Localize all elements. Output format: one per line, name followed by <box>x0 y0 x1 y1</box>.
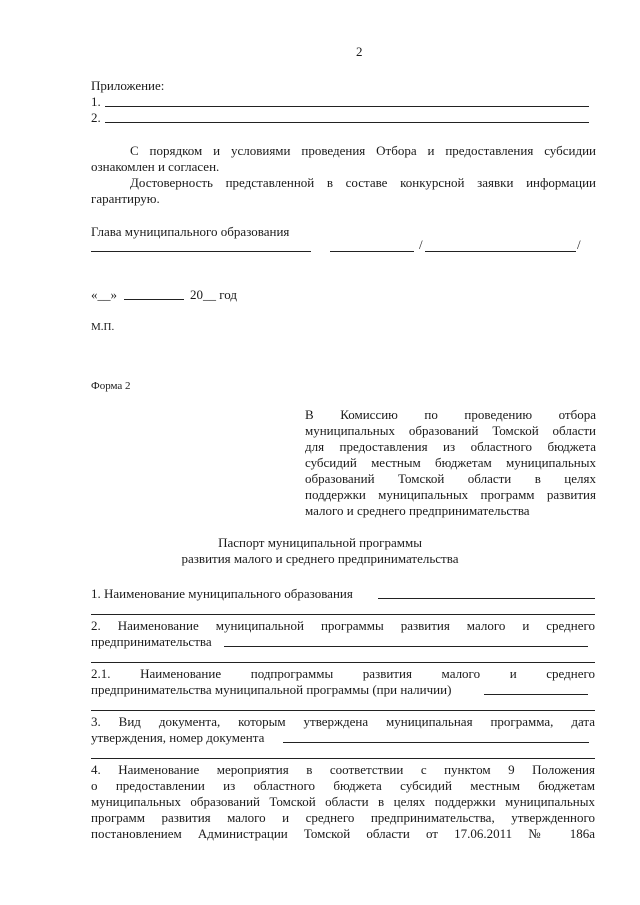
addressee-line-3: для предоставления из областного бюджета <box>305 439 596 454</box>
section-4-label-line-1: 4. Наименование мероприятия в соответствии с пунктом 9 Положения <box>91 762 595 777</box>
date-day: «__» <box>91 287 117 302</box>
section-2-label-line-1: 2. Наименование муниципальной программы развития малого и среднего <box>91 618 595 633</box>
section-2-1-label-line-2: предпринимательства муниципальной программы (при наличии) <box>91 682 452 697</box>
section-2-label-line-2: предпринимательства <box>91 634 212 649</box>
section-4-label-line-4: программ развития малого и среднего предпринимательства, утвержденного <box>91 810 595 825</box>
section-4-label-line-2: о предоставлении из областного бюджета субсидий местным бюджетам <box>91 778 595 793</box>
warranty-text-line-2: гарантирую. <box>91 191 160 206</box>
consent-text-line-2: ознакомлен и согласен. <box>91 159 220 174</box>
date-year: 20__ год <box>190 287 237 302</box>
section-3-value-line <box>283 742 589 743</box>
attachment-item-2-line <box>105 122 589 123</box>
consent-text-line-1: С порядком и условиями проведения Отбора и предоставления субсидии <box>130 143 596 158</box>
section-3-label-line-2: утверждения, номер документа <box>91 730 265 745</box>
section-2-1-value-line-2 <box>91 710 595 711</box>
attachment-item-2-label: 2. <box>91 110 101 125</box>
section-1-value-line-2 <box>91 614 595 615</box>
addressee-line-2: муниципальных образований Томской области <box>305 423 596 438</box>
form-label: Форма 2 <box>91 380 131 392</box>
attachment-item-1-label: 1. <box>91 94 101 109</box>
passport-title-line-2: развития малого и среднего предпринимательства <box>181 551 459 566</box>
section-4-label-line-3: муниципальных образований Томской области в целях поддержки муниципальных <box>91 794 595 809</box>
head-name-line <box>91 251 311 252</box>
stamp-placeholder: М.П. <box>91 321 115 333</box>
attachment-item-1-line <box>105 106 589 107</box>
section-2-1-label-line-1: 2.1. Наименование подпрограммы развития малого и среднего <box>91 666 595 681</box>
section-3-label-line-1: 3. Вид документа, которым утверждена муниципальная программа, дата <box>91 714 595 729</box>
addressee-line-4: субсидий местным бюджетам муниципальных <box>305 455 596 470</box>
section-2-value-line <box>224 646 588 647</box>
section-4-label-line-5: постановлением Администрации Томской области от 17.06.2011 № 186а <box>91 826 595 841</box>
addressee-line-7: малого и среднего предпринимательства <box>305 503 530 518</box>
addressee-line-5: образований Томской области в целях <box>305 471 596 486</box>
section-1-value-line <box>378 598 595 599</box>
signature-decoding-line <box>425 251 576 252</box>
date-month-line <box>124 299 184 300</box>
page-number: 2 <box>356 44 363 59</box>
signature-line <box>330 251 414 252</box>
section-3-value-line-2 <box>91 758 595 759</box>
section-2-value-line-2 <box>91 662 595 663</box>
section-2-1-value-line <box>484 694 588 695</box>
signature-slash-1: / <box>419 237 423 252</box>
passport-title-line-1: Паспорт муниципальной программы <box>218 535 422 550</box>
warranty-text-line-1: Достоверность представленной в составе конкурсной заявки информации <box>130 175 596 190</box>
signature-slash-2: / <box>577 237 581 252</box>
addressee-line-6: поддержки муниципальных программ развития <box>305 487 596 502</box>
section-1-label: 1. Наименование муниципального образования <box>91 586 353 601</box>
head-label: Глава муниципального образования <box>91 224 290 239</box>
addressee-line-1: В Комиссию по проведению отбора <box>305 407 596 422</box>
attachments-title: Приложение: <box>91 78 165 93</box>
